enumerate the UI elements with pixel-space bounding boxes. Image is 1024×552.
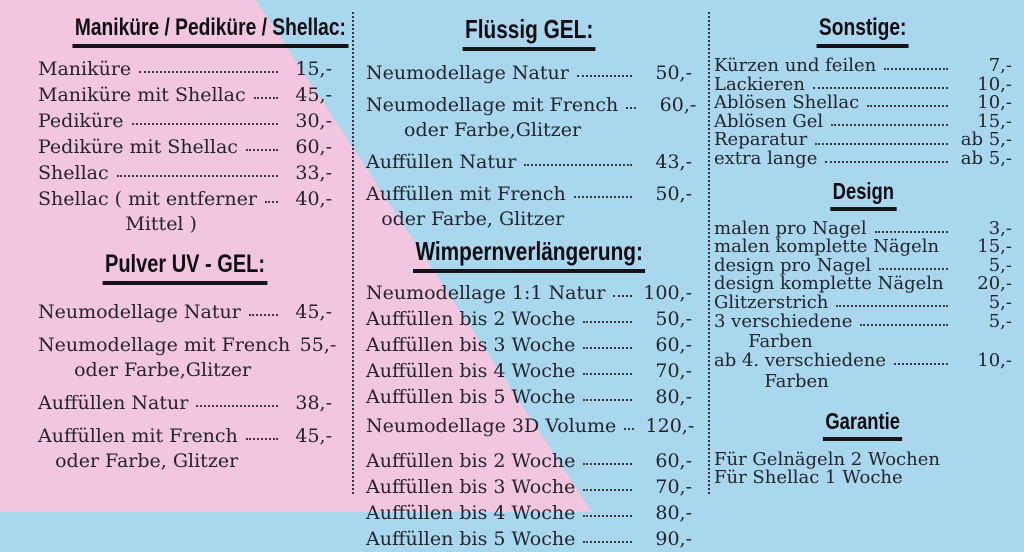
dotted-leader bbox=[132, 123, 279, 125]
item-label: Ablösen Gel bbox=[714, 110, 824, 132]
item-label: Neumodellage 1:1 Natur bbox=[366, 282, 606, 304]
dotted-leader bbox=[624, 428, 634, 430]
item-price: 20,- bbox=[977, 273, 1012, 295]
item-label: Neumodellage mit French bbox=[38, 334, 291, 356]
item-sublabel: Farben bbox=[748, 331, 813, 353]
item-label: malen pro Nagel bbox=[714, 217, 867, 239]
dotted-leader bbox=[813, 87, 948, 89]
item-label: extra lange bbox=[714, 147, 818, 169]
item-price: ab 5,- bbox=[960, 129, 1012, 151]
item-price: 15,- bbox=[295, 58, 332, 80]
item-price: 80,- bbox=[655, 502, 692, 524]
item-label: Für Shellac 1 Woche bbox=[714, 467, 903, 489]
item-price: 120,- bbox=[645, 415, 695, 437]
dotted-leader bbox=[875, 231, 948, 233]
dotted-leader bbox=[879, 268, 948, 270]
item-label: Auffüllen Natur bbox=[366, 151, 517, 173]
item-price: 30,- bbox=[295, 110, 332, 132]
item-sublabel: oder Farbe, Glitzer bbox=[381, 208, 565, 230]
dotted-leader bbox=[867, 105, 948, 107]
menu-item bbox=[38, 390, 332, 416]
item-label: Auffüllen bis 4 Woche bbox=[366, 502, 576, 524]
dotted-leader bbox=[249, 314, 278, 316]
item-sublabel: Farben bbox=[764, 370, 829, 392]
item-label: Auffüllen mit French bbox=[366, 183, 566, 205]
item-label: Auffüllen bis 3 Woche bbox=[366, 476, 576, 498]
item-label: Kürzen und feilen bbox=[714, 55, 877, 76]
item-price: 10,- bbox=[977, 92, 1012, 114]
section-title-text: Pulver UV - GEL: bbox=[103, 250, 268, 285]
column-divider bbox=[352, 12, 354, 494]
section-title bbox=[38, 14, 346, 48]
item-label: Glitzerstrich bbox=[714, 291, 829, 313]
item-label: Neumodellage Natur bbox=[38, 301, 241, 323]
item-sublabel: oder Farbe, Glitzer bbox=[55, 450, 239, 472]
menu-section-wimpern bbox=[366, 236, 695, 552]
menu-section-fluessig bbox=[366, 14, 697, 232]
item-price: 5,- bbox=[988, 310, 1012, 332]
item-price: 50,- bbox=[655, 183, 692, 205]
item-label: 3 verschiedene bbox=[714, 310, 853, 332]
item-price: 45,- bbox=[295, 84, 332, 106]
item-label: Maniküre mit Shellac bbox=[38, 84, 246, 106]
item-price: 40,- bbox=[295, 188, 332, 210]
menu-item bbox=[366, 384, 692, 410]
menu-section-design bbox=[714, 178, 1012, 392]
menu-column-right bbox=[714, 14, 1012, 488]
item-label: design pro Nagel bbox=[714, 254, 872, 276]
item-label: Auffüllen bis 5 Woche bbox=[366, 386, 576, 408]
item-price: 3,- bbox=[988, 217, 1012, 239]
item-price: 70,- bbox=[655, 476, 692, 498]
item-label: Lackieren bbox=[714, 73, 805, 95]
menu-section-mani bbox=[38, 14, 346, 237]
section-rows bbox=[38, 299, 337, 474]
menu-item bbox=[714, 57, 1012, 76]
item-label: Maniküre bbox=[38, 58, 132, 80]
dotted-leader bbox=[117, 175, 278, 177]
item-label: Neumodellage 3D Volume bbox=[366, 415, 617, 437]
item-label: Pediküre bbox=[38, 110, 124, 132]
dotted-leader bbox=[246, 438, 278, 440]
item-label: Auffüllen bis 3 Woche bbox=[366, 334, 576, 356]
dotted-leader bbox=[583, 541, 632, 543]
menu-item bbox=[366, 526, 692, 552]
dotted-leader bbox=[836, 305, 948, 307]
item-price: 100,- bbox=[643, 282, 692, 304]
item-price: 50,- bbox=[655, 308, 692, 330]
menu-item bbox=[366, 358, 692, 384]
section-title bbox=[714, 178, 1012, 211]
item-label: Für Gelnägeln 2 Wochen bbox=[714, 448, 940, 470]
item-label: Reparatur bbox=[714, 129, 808, 151]
menu-column-left bbox=[38, 14, 346, 474]
item-price: 60,- bbox=[655, 450, 692, 472]
item-price: 10,- bbox=[977, 73, 1012, 95]
dotted-leader bbox=[583, 321, 632, 323]
dotted-leader bbox=[577, 75, 632, 77]
dotted-leader bbox=[254, 97, 278, 99]
menu-item bbox=[366, 332, 692, 358]
dotted-leader bbox=[524, 164, 632, 166]
item-price: 33,- bbox=[295, 162, 332, 184]
dotted-leader bbox=[265, 201, 278, 203]
section-title-text: Flüssig GEL: bbox=[462, 14, 595, 51]
dotted-leader bbox=[139, 71, 278, 73]
item-price: 5,- bbox=[988, 254, 1012, 276]
menu-item bbox=[38, 299, 332, 325]
item-price: 10,- bbox=[977, 350, 1012, 372]
section-rows bbox=[714, 217, 1012, 392]
dotted-leader bbox=[894, 363, 948, 365]
item-label: Auffüllen bis 5 Woche bbox=[366, 528, 576, 550]
section-rows bbox=[38, 56, 332, 237]
dotted-leader bbox=[246, 149, 278, 151]
item-price: 90,- bbox=[655, 528, 692, 550]
item-price: ab 5,- bbox=[960, 147, 1012, 169]
section-title-text: Design bbox=[830, 178, 896, 211]
item-sublabel: oder Farbe,Glitzer bbox=[404, 119, 582, 141]
dotted-leader bbox=[884, 68, 948, 70]
menu-item bbox=[714, 291, 1012, 313]
item-label: Shellac bbox=[38, 162, 109, 184]
dotted-leader bbox=[831, 124, 948, 126]
item-price: 60,- bbox=[655, 334, 692, 356]
menu-item bbox=[38, 134, 332, 160]
section-title bbox=[714, 408, 1012, 441]
item-label: Auffüllen bis 2 Woche bbox=[366, 450, 576, 472]
section-title bbox=[38, 250, 332, 285]
item-price: 38,- bbox=[295, 392, 332, 414]
menu-item bbox=[714, 352, 1012, 371]
item-label: Auffüllen Natur bbox=[38, 392, 189, 414]
menu-item bbox=[38, 160, 332, 186]
dotted-leader bbox=[196, 405, 278, 407]
item-label: design komplette Nägeln bbox=[714, 273, 944, 295]
section-title-text: Maniküre / Pediküre / Shellac: bbox=[72, 14, 348, 48]
column-divider bbox=[708, 12, 710, 494]
item-price: 80,- bbox=[655, 386, 692, 408]
section-rows bbox=[714, 448, 1012, 489]
menu-item bbox=[366, 500, 692, 526]
item-price: 5,- bbox=[988, 291, 1012, 313]
item-price: 7,- bbox=[988, 55, 1012, 76]
menu-item bbox=[38, 56, 332, 82]
dotted-leader bbox=[583, 373, 632, 375]
menu-item bbox=[38, 82, 332, 108]
menu-item bbox=[366, 60, 692, 86]
item-label: ab 4. verschiedene bbox=[714, 350, 887, 372]
item-price: 15,- bbox=[977, 110, 1012, 132]
dotted-leader bbox=[583, 463, 632, 465]
dotted-leader bbox=[825, 161, 948, 163]
item-price: 45,- bbox=[295, 425, 332, 447]
menu-item bbox=[366, 474, 692, 500]
dotted-leader bbox=[626, 107, 636, 109]
item-sublabel: oder Farbe,Glitzer bbox=[74, 359, 252, 381]
item-label: Auffüllen mit French bbox=[38, 425, 238, 447]
dotted-leader bbox=[583, 347, 632, 349]
item-price: 60,- bbox=[659, 94, 697, 116]
item-price: 60,- bbox=[295, 136, 332, 158]
item-price: 15,- bbox=[977, 236, 1012, 258]
dotted-leader bbox=[613, 295, 632, 297]
dotted-leader bbox=[860, 324, 948, 326]
item-price: 50,- bbox=[655, 62, 692, 84]
section-title bbox=[366, 236, 692, 273]
dotted-leader bbox=[815, 143, 948, 145]
item-price: 55,- bbox=[299, 334, 337, 356]
menu-item bbox=[366, 149, 692, 175]
item-label: Shellac ( mit entferner bbox=[38, 188, 257, 210]
item-price: 45,- bbox=[295, 301, 332, 323]
section-rows bbox=[714, 57, 1012, 169]
menu-item bbox=[38, 186, 332, 212]
menu-column-middle bbox=[366, 14, 697, 552]
item-label: malen komplette Nägeln bbox=[714, 236, 940, 258]
section-title-text: Garantie bbox=[823, 408, 902, 441]
item-price: 43,- bbox=[655, 151, 692, 173]
menu-section-sonstige bbox=[714, 14, 1012, 169]
menu-item bbox=[366, 92, 697, 118]
menu-item bbox=[38, 423, 332, 449]
menu-item bbox=[38, 332, 337, 358]
section-title-text: Sonstige: bbox=[817, 14, 909, 48]
menu-item bbox=[38, 108, 332, 134]
section-title bbox=[366, 14, 692, 51]
section-title-text: Wimpernverlängerung: bbox=[413, 236, 645, 273]
menu-section-pulver bbox=[38, 250, 337, 474]
section-title bbox=[714, 14, 1012, 48]
menu-item bbox=[366, 181, 692, 207]
item-label: Neumodellage mit French bbox=[366, 94, 619, 116]
item-price: 70,- bbox=[655, 360, 692, 382]
menu-section-garantie bbox=[714, 408, 1012, 488]
section-rows bbox=[366, 60, 697, 232]
menu-item bbox=[714, 94, 1012, 113]
item-label: Ablösen Shellac bbox=[714, 92, 860, 114]
menu-item bbox=[714, 238, 1012, 257]
item-label: Neumodellage Natur bbox=[366, 62, 569, 84]
menu-item bbox=[714, 147, 1012, 169]
item-label: Auffüllen bis 2 Woche bbox=[366, 308, 576, 330]
item-label: Auffüllen bis 4 Woche bbox=[366, 360, 576, 382]
menu-item bbox=[366, 413, 695, 439]
dotted-leader bbox=[583, 399, 632, 401]
menu-item bbox=[366, 306, 692, 332]
menu-item bbox=[366, 448, 692, 474]
item-sublabel: Mittel ) bbox=[125, 213, 197, 235]
menu-item bbox=[714, 469, 1012, 488]
item-label: Pediküre mit Shellac bbox=[38, 136, 238, 158]
section-rows bbox=[366, 280, 695, 552]
menu-item bbox=[714, 310, 1012, 332]
dotted-leader bbox=[574, 196, 632, 198]
menu-item bbox=[366, 280, 692, 306]
dotted-leader bbox=[583, 515, 632, 517]
dotted-leader bbox=[583, 489, 632, 491]
